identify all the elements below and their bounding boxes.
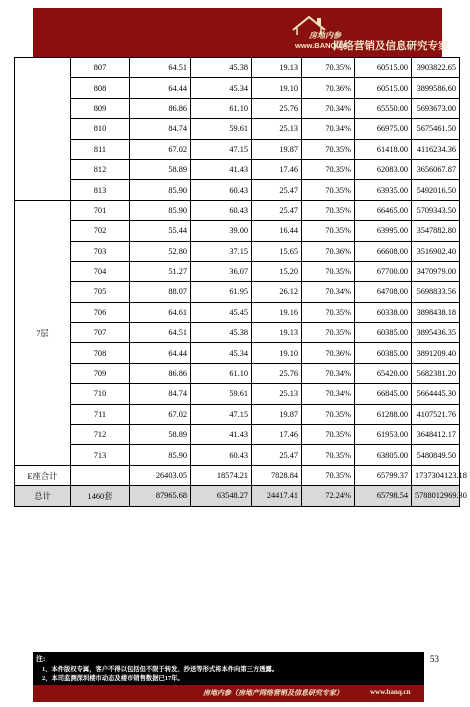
cell-ratio: 70.36% bbox=[302, 241, 355, 261]
table-row bbox=[15, 98, 460, 118]
cell-ratio: 70.35% bbox=[302, 159, 355, 179]
cell-area: 67.02 bbox=[130, 404, 191, 424]
cell-unit: 709 bbox=[71, 363, 130, 383]
table-row bbox=[15, 159, 460, 179]
cell-ratio: 70.35% bbox=[302, 221, 355, 241]
subtotal-row-units bbox=[71, 465, 130, 485]
cell-area: 88.07 bbox=[130, 282, 191, 302]
cell-price: 66845.00 bbox=[355, 384, 412, 404]
cell-inner: 41.43 bbox=[191, 425, 252, 445]
cell-price: 63935.00 bbox=[355, 180, 412, 200]
cell-price: 66608.00 bbox=[355, 241, 412, 261]
cell-unit: 705 bbox=[71, 282, 130, 302]
subtotal-row-shared: 7828.84 bbox=[252, 465, 302, 485]
cell-unit: 811 bbox=[71, 139, 130, 159]
subtotal-row-area: 26403.05 bbox=[130, 465, 191, 485]
cell-unit: 807 bbox=[71, 58, 130, 78]
cell-shared: 19.10 bbox=[252, 78, 302, 98]
cell-ratio: 70.34% bbox=[302, 119, 355, 139]
grand-total-row bbox=[15, 486, 460, 506]
subtotal-row-ratio: 70.35% bbox=[302, 465, 355, 485]
cell-area: 64.44 bbox=[130, 343, 191, 363]
cell-ratio: 70.35% bbox=[302, 58, 355, 78]
cell-shared: 25.13 bbox=[252, 384, 302, 404]
grand-total-row-inner: 63548.27 bbox=[191, 486, 252, 506]
cell-total: 5693673.00 bbox=[412, 98, 460, 118]
cell-total: 4116234.36 bbox=[412, 139, 460, 159]
header-banner bbox=[33, 8, 449, 58]
cell-total: 3547882.80 bbox=[412, 221, 460, 241]
cell-shared: 19.13 bbox=[252, 58, 302, 78]
table-row bbox=[15, 221, 460, 241]
cell-shared: 26.12 bbox=[252, 282, 302, 302]
cell-price: 62083.00 bbox=[355, 159, 412, 179]
cell-area: 52.80 bbox=[130, 241, 191, 261]
footer-notes-panel bbox=[33, 652, 424, 685]
cell-shared: 17.46 bbox=[252, 159, 302, 179]
cell-price: 63805.00 bbox=[355, 445, 412, 465]
header-brand: 房地内参 bbox=[309, 31, 341, 40]
table-row bbox=[15, 445, 460, 465]
cell-area: 84.74 bbox=[130, 119, 191, 139]
cell-unit: 808 bbox=[71, 78, 130, 98]
header-title: 网络营销及信息研究专家 bbox=[333, 41, 449, 52]
table-row bbox=[15, 323, 460, 343]
cell-price: 60338.00 bbox=[355, 302, 412, 322]
cell-shared: 19.13 bbox=[252, 323, 302, 343]
cell-price: 61288.00 bbox=[355, 404, 412, 424]
cell-unit: 812 bbox=[71, 159, 130, 179]
cell-unit: 703 bbox=[71, 241, 130, 261]
table-row bbox=[15, 425, 460, 445]
cell-price: 60515.00 bbox=[355, 58, 412, 78]
cell-area: 86.86 bbox=[130, 363, 191, 383]
cell-total: 3895436.35 bbox=[412, 323, 460, 343]
table-row bbox=[15, 261, 460, 281]
grand-total-row-label: 总计 bbox=[15, 486, 71, 506]
cell-area: 85.90 bbox=[130, 200, 191, 220]
cell-ratio: 70.35% bbox=[302, 445, 355, 465]
cell-inner: 60.43 bbox=[191, 180, 252, 200]
cell-total: 3470979.00 bbox=[412, 261, 460, 281]
cell-inner: 59.61 bbox=[191, 384, 252, 404]
sales-table bbox=[14, 57, 467, 507]
cell-total: 3516902.40 bbox=[412, 241, 460, 261]
cell-price: 65550.00 bbox=[355, 98, 412, 118]
cell-unit: 810 bbox=[71, 119, 130, 139]
cell-unit: 701 bbox=[71, 200, 130, 220]
grand-total-row-price: 65798.54 bbox=[355, 486, 412, 506]
table-row bbox=[15, 404, 460, 424]
cell-shared: 25.47 bbox=[252, 445, 302, 465]
cell-unit: 710 bbox=[71, 384, 130, 404]
cell-total: 5480849.50 bbox=[412, 445, 460, 465]
cell-area: 67.02 bbox=[130, 139, 191, 159]
cell-total: 3891209.40 bbox=[412, 343, 460, 363]
cell-area: 84.74 bbox=[130, 384, 191, 404]
cell-shared: 15.20 bbox=[252, 261, 302, 281]
table-row bbox=[15, 78, 460, 98]
cell-inner: 61.10 bbox=[191, 363, 252, 383]
cell-inner: 36.07 bbox=[191, 261, 252, 281]
subtotal-row-label: E座合计 bbox=[15, 465, 71, 485]
grand-total-row-units: 1460套 bbox=[71, 486, 130, 506]
cell-unit: 704 bbox=[71, 261, 130, 281]
cell-ratio: 70.35% bbox=[302, 180, 355, 200]
grand-total-row-ratio: 72.24% bbox=[302, 486, 355, 506]
cell-ratio: 70.35% bbox=[302, 404, 355, 424]
table-row bbox=[15, 119, 460, 139]
cell-price: 61418.00 bbox=[355, 139, 412, 159]
cell-ratio: 70.34% bbox=[302, 98, 355, 118]
cell-total: 5698833.56 bbox=[412, 282, 460, 302]
table-row bbox=[15, 139, 460, 159]
cell-shared: 15.65 bbox=[252, 241, 302, 261]
subtotal-row-inner: 18574.21 bbox=[191, 465, 252, 485]
table-row bbox=[15, 302, 460, 322]
cell-total: 5664445.30 bbox=[412, 384, 460, 404]
cell-shared: 25.47 bbox=[252, 180, 302, 200]
cell-area: 85.90 bbox=[130, 445, 191, 465]
cell-inner: 47.15 bbox=[191, 404, 252, 424]
cell-inner: 39.00 bbox=[191, 221, 252, 241]
cell-inner: 47.15 bbox=[191, 139, 252, 159]
table-row bbox=[15, 180, 460, 200]
cell-unit: 712 bbox=[71, 425, 130, 445]
cell-shared: 25.76 bbox=[252, 98, 302, 118]
cell-shared: 25.76 bbox=[252, 363, 302, 383]
cell-inner: 60.43 bbox=[191, 445, 252, 465]
cell-ratio: 70.34% bbox=[302, 282, 355, 302]
page-number: 53 bbox=[430, 654, 439, 664]
cell-area: 64.61 bbox=[130, 302, 191, 322]
cell-ratio: 70.35% bbox=[302, 302, 355, 322]
footer-note-1: 1、本件版权专属，客户不得以包括但不限于转发、抄送等形式将本件向第三方透露。 bbox=[42, 666, 279, 673]
cell-price: 60385.00 bbox=[355, 323, 412, 343]
cell-area: 55.44 bbox=[130, 221, 191, 241]
footer-note-title: 注: bbox=[36, 655, 46, 663]
cell-shared: 17.46 bbox=[252, 425, 302, 445]
cell-total: 3899586.60 bbox=[412, 78, 460, 98]
cell-area: 51.27 bbox=[130, 261, 191, 281]
cell-total: 3903822.65 bbox=[412, 58, 460, 78]
cell-shared: 19.87 bbox=[252, 139, 302, 159]
cell-price: 61953.00 bbox=[355, 425, 412, 445]
cell-ratio: 70.34% bbox=[302, 363, 355, 383]
cell-price: 64708.00 bbox=[355, 282, 412, 302]
cell-shared: 19.16 bbox=[252, 302, 302, 322]
cell-price: 60385.00 bbox=[355, 343, 412, 363]
cell-shared: 25.13 bbox=[252, 119, 302, 139]
cell-inner: 45.38 bbox=[191, 323, 252, 343]
cell-total: 5709343.50 bbox=[412, 200, 460, 220]
cell-inner: 37.15 bbox=[191, 241, 252, 261]
cell-area: 58.89 bbox=[130, 425, 191, 445]
cell-unit: 702 bbox=[71, 221, 130, 241]
cell-inner: 41.43 bbox=[191, 159, 252, 179]
cell-inner: 60.43 bbox=[191, 200, 252, 220]
cell-total: 5675461.50 bbox=[412, 119, 460, 139]
cell-ratio: 70.35% bbox=[302, 425, 355, 445]
cell-ratio: 70.35% bbox=[302, 139, 355, 159]
cell-inner: 45.34 bbox=[191, 343, 252, 363]
cell-inner: 45.34 bbox=[191, 78, 252, 98]
cell-unit: 707 bbox=[71, 323, 130, 343]
footer-note-2: 2、本司监测深圳楼市动态及楼市销售数据已17年。 bbox=[42, 675, 184, 682]
table-row bbox=[15, 58, 460, 78]
grand-total-row-total: 5788012969.30 bbox=[412, 486, 460, 506]
cell-area: 85.90 bbox=[130, 180, 191, 200]
footer-brand: 房地内参（房地产网络营销及信息研究专家） bbox=[203, 689, 343, 697]
cell-inner: 61.10 bbox=[191, 98, 252, 118]
cell-area: 64.44 bbox=[130, 78, 191, 98]
cell-ratio: 70.36% bbox=[302, 78, 355, 98]
cell-price: 65420.00 bbox=[355, 363, 412, 383]
cell-price: 66975.00 bbox=[355, 119, 412, 139]
table-row bbox=[15, 363, 460, 383]
cell-unit: 813 bbox=[71, 180, 130, 200]
cell-ratio: 70.35% bbox=[302, 261, 355, 281]
cell-area: 64.51 bbox=[130, 58, 191, 78]
cell-price: 67700.00 bbox=[355, 261, 412, 281]
cell-total: 5492016.50 bbox=[412, 180, 460, 200]
cell-area: 64.51 bbox=[130, 323, 191, 343]
cell-total: 5682381.20 bbox=[412, 363, 460, 383]
cell-unit: 809 bbox=[71, 98, 130, 118]
cell-inner: 59.61 bbox=[191, 119, 252, 139]
cell-ratio: 70.35% bbox=[302, 200, 355, 220]
table-row bbox=[15, 343, 460, 363]
cell-price: 66465.00 bbox=[355, 200, 412, 220]
cell-unit: 708 bbox=[71, 343, 130, 363]
cell-area: 86.86 bbox=[130, 98, 191, 118]
cell-ratio: 70.34% bbox=[302, 384, 355, 404]
cell-ratio: 70.35% bbox=[302, 323, 355, 343]
table-row bbox=[15, 282, 460, 302]
floor-label-cell: 7层 bbox=[15, 200, 71, 465]
cell-total: 3648412.17 bbox=[412, 425, 460, 445]
cell-inner: 61.95 bbox=[191, 282, 252, 302]
cell-unit: 713 bbox=[71, 445, 130, 465]
subtotal-row-price: 65799.37 bbox=[355, 465, 412, 485]
cell-price: 63995.00 bbox=[355, 221, 412, 241]
header-url: www.BANQ.cn bbox=[295, 41, 348, 50]
cell-total: 3656067.87 bbox=[412, 159, 460, 179]
cell-shared: 19.10 bbox=[252, 343, 302, 363]
cell-total: 3898438.18 bbox=[412, 302, 460, 322]
cell-total: 4107521.76 bbox=[412, 404, 460, 424]
cell-price: 60515.00 bbox=[355, 78, 412, 98]
table-row bbox=[15, 200, 460, 220]
table-row bbox=[15, 384, 460, 404]
cell-inner: 45.38 bbox=[191, 58, 252, 78]
cell-shared: 19.87 bbox=[252, 404, 302, 424]
cell-shared: 25.47 bbox=[252, 200, 302, 220]
footer-url: www.banq.cn bbox=[370, 688, 411, 696]
grand-total-row-shared: 24417.41 bbox=[252, 486, 302, 506]
subtotal-row-total: 1737304123.18 bbox=[412, 465, 460, 485]
cell-ratio: 70.36% bbox=[302, 343, 355, 363]
cell-unit: 706 bbox=[71, 302, 130, 322]
cell-shared: 16.44 bbox=[252, 221, 302, 241]
cell-unit: 711 bbox=[71, 404, 130, 424]
table-row bbox=[15, 241, 460, 261]
footer bbox=[33, 652, 424, 702]
grand-total-row-area: 87965.68 bbox=[130, 486, 191, 506]
cell-inner: 45.45 bbox=[191, 302, 252, 322]
floor-label-cell bbox=[15, 58, 71, 201]
cell-area: 58.89 bbox=[130, 159, 191, 179]
subtotal-row bbox=[15, 465, 460, 485]
